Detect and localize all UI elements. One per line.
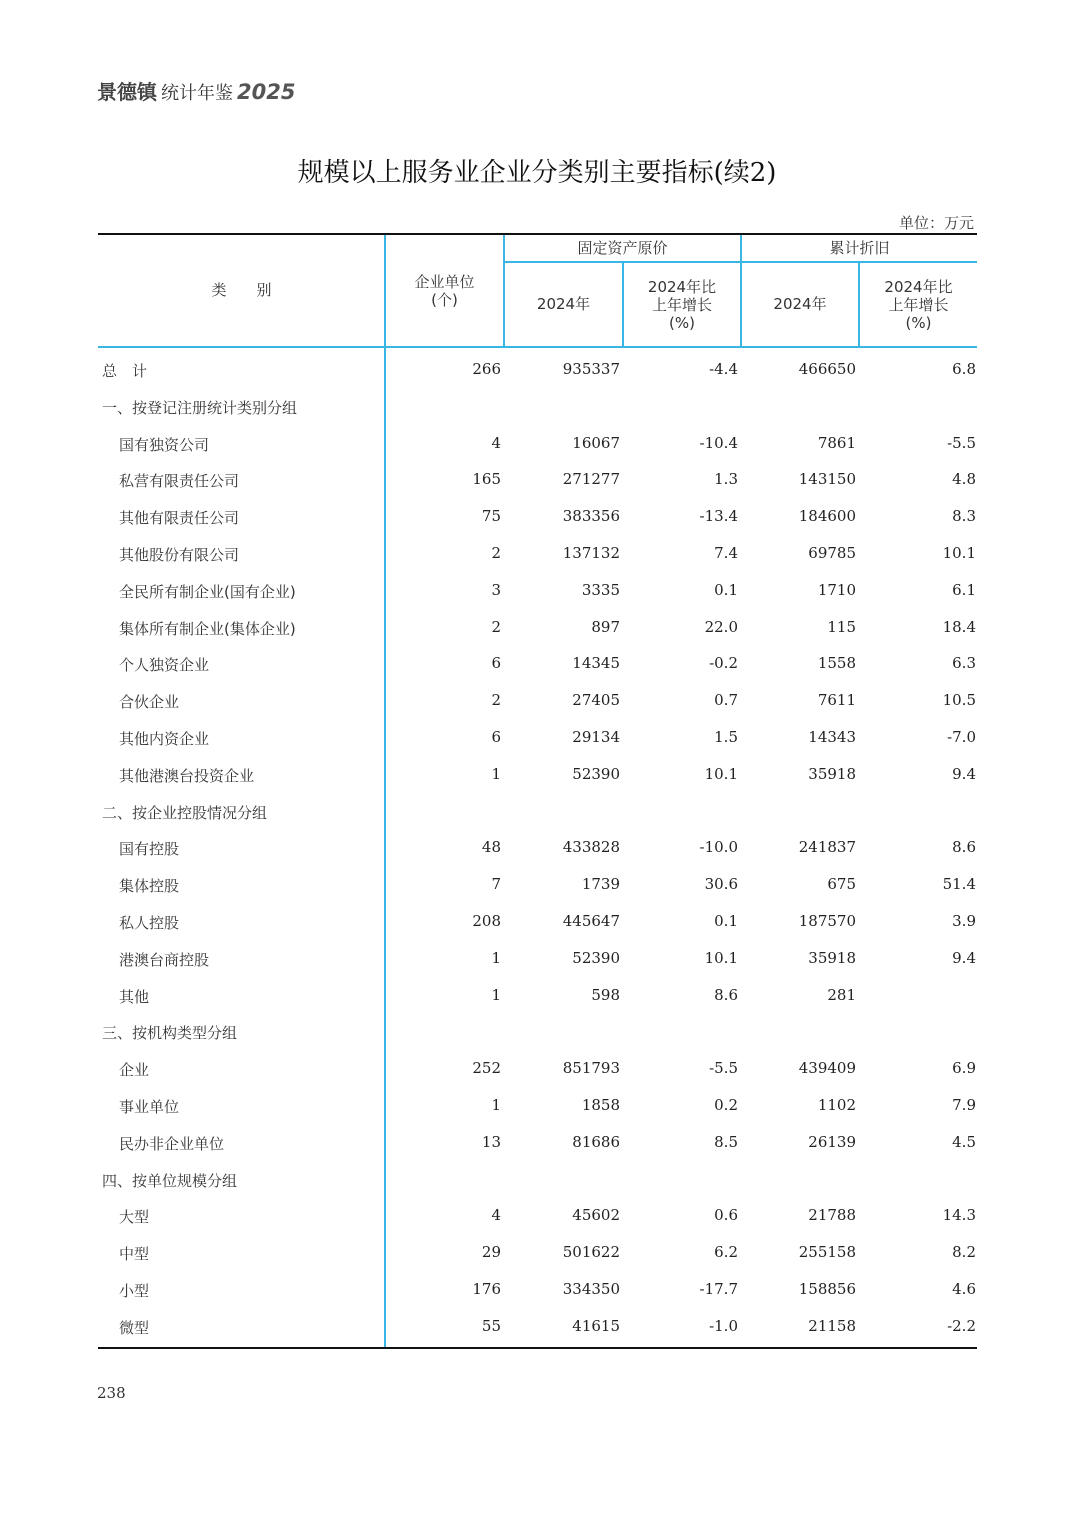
fixed-assets-growth-value: 1.5 xyxy=(714,727,738,746)
units-value: 266 xyxy=(472,360,501,378)
depreciation-growth-value: 18.4 xyxy=(942,617,976,636)
units-value: 1 xyxy=(491,1095,501,1114)
row-category: 总 计 xyxy=(102,362,148,380)
row-category: 集体所有制企业(集体企业) xyxy=(119,619,296,638)
depreciation-value: 35918 xyxy=(808,764,856,783)
table-row xyxy=(98,1234,977,1271)
table-row xyxy=(98,498,977,535)
units-value: 6 xyxy=(491,654,501,673)
table-body xyxy=(98,351,977,1345)
row-category: 其他 xyxy=(119,987,150,1006)
fixed-assets-growth-value: -1.0 xyxy=(709,1316,738,1335)
header-dep-growth-line1: 2024年比 xyxy=(884,278,953,296)
header-year: 2025 xyxy=(237,80,296,104)
depreciation-value: 158856 xyxy=(798,1279,856,1298)
row-category: 民办非企业单位 xyxy=(119,1134,225,1153)
fixed-assets-value: 598 xyxy=(591,985,620,1004)
depreciation-value: 184600 xyxy=(798,507,856,526)
depreciation-growth-value: 3.9 xyxy=(952,911,976,930)
depreciation-growth-value: 14.3 xyxy=(942,1206,976,1225)
depreciation-value: 187570 xyxy=(798,911,856,930)
fixed-assets-value: 501622 xyxy=(562,1243,620,1262)
units-value: 3 xyxy=(491,580,501,599)
fixed-assets-value: 851793 xyxy=(562,1059,620,1078)
depreciation-growth-value: -7.0 xyxy=(947,727,976,746)
fixed-assets-growth-value: -17.7 xyxy=(699,1279,738,1298)
fixed-assets-growth-value: 6.2 xyxy=(714,1243,738,1262)
units-value: 1 xyxy=(491,948,501,967)
depreciation-value: 35918 xyxy=(808,948,856,967)
units-value: 1 xyxy=(491,985,501,1004)
row-category: 私营有限责任公司 xyxy=(119,472,240,491)
table-row xyxy=(98,425,977,462)
units-value: 2 xyxy=(491,543,501,562)
depreciation-value: 439409 xyxy=(798,1059,856,1078)
header-category: 类 别 xyxy=(211,281,272,299)
table-row xyxy=(98,1197,977,1234)
row-category: 其他有限责任公司 xyxy=(119,509,240,528)
fixed-assets-growth-value: 22.0 xyxy=(704,617,738,636)
fixed-assets-growth-value: 0.1 xyxy=(714,580,738,599)
page-number: 238 xyxy=(97,1384,126,1402)
depreciation-growth-value: 4.6 xyxy=(952,1279,976,1298)
units-value: 55 xyxy=(481,1316,501,1335)
header-dep-year: 2024年 xyxy=(773,295,827,313)
table-row xyxy=(98,940,977,977)
fixed-assets-value: 137132 xyxy=(562,543,620,562)
header-fa-growth-line1: 2024年比 xyxy=(647,278,717,296)
units-value: 13 xyxy=(481,1132,501,1151)
units-value: 2 xyxy=(491,617,501,636)
fixed-assets-value: 14345 xyxy=(572,654,620,673)
unit-label: 单位：万元 xyxy=(898,214,974,232)
fixed-assets-value: 41615 xyxy=(572,1316,620,1335)
units-value: 4 xyxy=(491,433,501,452)
row-category: 国有独资公司 xyxy=(119,435,210,454)
row-category: 二、按企业控股情况分组 xyxy=(102,803,268,822)
fixed-assets-value: 383356 xyxy=(562,507,620,526)
units-value: 1 xyxy=(491,764,501,783)
header-fa-growth xyxy=(624,278,740,332)
row-category: 国有控股 xyxy=(119,840,180,859)
units-value: 2 xyxy=(491,691,501,710)
table-row xyxy=(98,719,977,756)
table-bottom-rule xyxy=(98,1347,977,1349)
table-row xyxy=(98,1124,977,1161)
row-category: 私人控股 xyxy=(119,913,180,932)
row-category: 三、按机构类型分组 xyxy=(102,1024,238,1043)
row-category: 大型 xyxy=(119,1208,150,1227)
fixed-assets-growth-value: 0.6 xyxy=(714,1206,738,1225)
fixed-assets-growth-value: 7.4 xyxy=(714,543,738,562)
row-category: 其他股份有限公司 xyxy=(119,545,240,564)
fixed-assets-value: 27405 xyxy=(572,691,620,710)
header-fa-year: 2024年 xyxy=(536,295,591,313)
fixed-assets-value: 271277 xyxy=(562,470,620,489)
header-dep-growth xyxy=(860,278,977,332)
table-title: 规模以上服务业企业分类别主要指标(续2) xyxy=(297,158,777,188)
fixed-assets-growth-value: -4.4 xyxy=(709,360,738,378)
units-value: 7 xyxy=(491,875,501,894)
fixed-assets-value: 935337 xyxy=(562,360,620,378)
depreciation-value: 1710 xyxy=(817,580,856,599)
row-category: 港澳台商控股 xyxy=(119,950,210,969)
row-category: 一、按登记注册统计类别分组 xyxy=(102,398,298,417)
units-value: 6 xyxy=(491,727,501,746)
fixed-assets-value: 3335 xyxy=(581,580,620,599)
header-group-depreciation: 累计折旧 xyxy=(829,239,890,257)
row-category: 合伙企业 xyxy=(119,693,180,712)
table-row xyxy=(98,793,977,830)
depreciation-value: 26139 xyxy=(808,1132,856,1151)
depreciation-growth-value: 4.5 xyxy=(952,1132,976,1151)
table-row xyxy=(98,1161,977,1198)
table-row xyxy=(98,1087,977,1124)
row-category: 企业 xyxy=(119,1061,150,1080)
depreciation-value: 255158 xyxy=(798,1243,856,1262)
depreciation-growth-value: 7.9 xyxy=(952,1095,976,1114)
units-value: 75 xyxy=(481,507,501,526)
depreciation-value: 675 xyxy=(827,875,856,894)
fixed-assets-growth-value: 1.3 xyxy=(714,470,738,489)
units-value: 252 xyxy=(472,1059,501,1078)
header-units xyxy=(386,273,503,309)
fixed-assets-growth-value: -13.4 xyxy=(699,507,738,526)
header-group-fixed-assets: 固定资产原价 xyxy=(577,239,668,257)
units-value: 48 xyxy=(481,838,501,857)
table-row xyxy=(98,351,977,388)
fixed-assets-growth-value: 10.1 xyxy=(704,764,738,783)
table-row xyxy=(98,388,977,425)
depreciation-value: 143150 xyxy=(798,470,856,489)
fixed-assets-growth-value: 0.2 xyxy=(714,1095,738,1114)
header-fa-growth-line3: (%) xyxy=(669,314,695,332)
fixed-assets-value: 45602 xyxy=(572,1206,620,1225)
table-row xyxy=(98,461,977,498)
fixed-assets-value: 52390 xyxy=(572,948,620,967)
depreciation-growth-value: 9.4 xyxy=(952,948,976,967)
fixed-assets-growth-value: -10.4 xyxy=(699,433,738,452)
depreciation-growth-value: 8.2 xyxy=(952,1243,976,1262)
header-city: 景德镇 xyxy=(97,80,157,104)
fixed-assets-value: 29134 xyxy=(572,727,620,746)
table-row xyxy=(98,1050,977,1087)
depreciation-growth-value: -2.2 xyxy=(947,1316,976,1335)
header-book: 统计年鉴 xyxy=(161,83,233,104)
row-category: 微型 xyxy=(119,1318,150,1337)
table-row xyxy=(98,572,977,609)
fixed-assets-growth-value: 0.1 xyxy=(714,911,738,930)
header-dep-growth-line3: (%) xyxy=(905,314,932,332)
fixed-assets-value: 1739 xyxy=(581,875,620,894)
fixed-assets-value: 897 xyxy=(591,617,620,636)
row-category: 小型 xyxy=(119,1281,150,1300)
depreciation-value: 7611 xyxy=(817,691,856,710)
units-value: 208 xyxy=(472,911,501,930)
depreciation-value: 466650 xyxy=(798,360,856,378)
depreciation-value: 1558 xyxy=(817,654,856,673)
table-row xyxy=(98,756,977,793)
depreciation-growth-value: -5.5 xyxy=(947,433,976,452)
depreciation-growth-value: 10.1 xyxy=(942,543,976,562)
fixed-assets-growth-value: -10.0 xyxy=(699,838,738,857)
depreciation-growth-value: 6.9 xyxy=(952,1059,976,1078)
row-category: 中型 xyxy=(119,1245,150,1264)
units-value: 4 xyxy=(491,1206,501,1225)
table-row xyxy=(98,645,977,682)
depreciation-growth-value: 8.6 xyxy=(952,838,976,857)
table-row xyxy=(98,1271,977,1308)
row-category: 其他内资企业 xyxy=(119,729,210,748)
units-value: 165 xyxy=(472,470,501,489)
fixed-assets-growth-value: 0.7 xyxy=(714,691,738,710)
depreciation-growth-value: 51.4 xyxy=(942,875,976,894)
table-row xyxy=(98,1308,977,1345)
row-category: 事业单位 xyxy=(119,1097,180,1116)
header-units-line1: 企业单位 xyxy=(414,273,475,291)
table-row xyxy=(98,977,977,1014)
depreciation-value: 69785 xyxy=(808,543,856,562)
header-fa-growth-line2: 上年增长 xyxy=(651,296,712,314)
units-value: 176 xyxy=(472,1279,501,1298)
fixed-assets-value: 1858 xyxy=(581,1095,620,1114)
depreciation-value: 14343 xyxy=(808,727,856,746)
table-row xyxy=(98,903,977,940)
table-row xyxy=(98,609,977,646)
table-row xyxy=(98,866,977,903)
fixed-assets-growth-value: 8.5 xyxy=(714,1132,738,1151)
depreciation-value: 21158 xyxy=(808,1316,856,1335)
table-top-rule xyxy=(98,233,977,235)
running-header xyxy=(97,76,295,102)
depreciation-growth-value: 9.4 xyxy=(952,764,976,783)
depreciation-value: 281 xyxy=(827,985,856,1004)
row-category: 四、按单位规模分组 xyxy=(102,1171,238,1190)
fixed-assets-value: 81686 xyxy=(572,1132,620,1151)
depreciation-growth-value: 8.3 xyxy=(952,507,976,526)
fixed-assets-growth-value: 8.6 xyxy=(714,985,738,1004)
fixed-assets-value: 433828 xyxy=(562,838,620,857)
depreciation-value: 241837 xyxy=(798,838,856,857)
depreciation-value: 21788 xyxy=(808,1206,856,1225)
depreciation-value: 115 xyxy=(827,617,856,636)
header-units-line2: (个) xyxy=(431,291,458,309)
table-row xyxy=(98,829,977,866)
header-bottom-rule xyxy=(98,346,977,348)
row-category: 集体控股 xyxy=(119,877,180,896)
depreciation-growth-value: 6.8 xyxy=(952,360,976,378)
fixed-assets-growth-value: 30.6 xyxy=(704,875,738,894)
row-category: 全民所有制企业(国有企业) xyxy=(119,582,296,601)
table-row xyxy=(98,1013,977,1050)
depreciation-growth-value: 10.5 xyxy=(942,691,976,710)
fixed-assets-value: 16067 xyxy=(572,433,620,452)
depreciation-growth-value: 6.3 xyxy=(952,654,976,673)
fixed-assets-value: 445647 xyxy=(562,911,620,930)
depreciation-value: 1102 xyxy=(817,1095,856,1114)
table-row xyxy=(98,682,977,719)
units-value: 29 xyxy=(481,1243,501,1262)
fixed-assets-value: 334350 xyxy=(562,1279,620,1298)
fixed-assets-growth-value: 10.1 xyxy=(704,948,738,967)
header-dep-growth-line2: 上年增长 xyxy=(888,296,949,314)
depreciation-growth-value: 6.1 xyxy=(952,580,976,599)
row-category: 其他港澳台投资企业 xyxy=(119,766,255,785)
row-category: 个人独资企业 xyxy=(119,656,210,675)
table-row xyxy=(98,535,977,572)
fixed-assets-value: 52390 xyxy=(572,764,620,783)
depreciation-value: 7861 xyxy=(817,433,856,452)
depreciation-growth-value: 4.8 xyxy=(952,470,976,489)
fixed-assets-growth-value: -5.5 xyxy=(709,1059,738,1078)
fixed-assets-growth-value: -0.2 xyxy=(709,654,738,673)
